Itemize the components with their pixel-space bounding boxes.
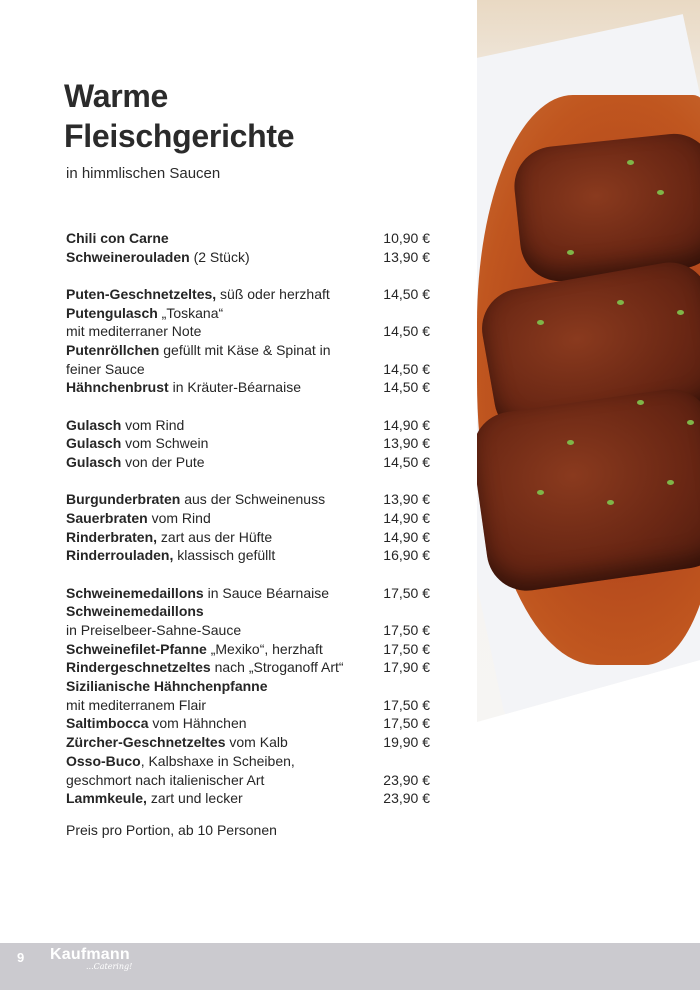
parsley (677, 310, 684, 315)
menu-item-line (66, 733, 430, 752)
dish-detail: zart und lecker (146, 790, 243, 807)
dish-price: 17,50 € (383, 715, 430, 732)
parsley (567, 250, 574, 255)
menu-item-line (66, 789, 430, 808)
menu-item-line (66, 621, 430, 640)
dish-description (66, 677, 268, 696)
dish-price: 14,50 € (383, 454, 430, 471)
dish-detail: geschmort nach italienischer Art (66, 771, 265, 788)
menu-item-line (66, 434, 430, 453)
menu-item (66, 509, 430, 528)
dish-price: 14,90 € (383, 528, 430, 545)
menu-item-line (66, 752, 430, 771)
dish-description (66, 771, 264, 790)
menu-group (66, 584, 430, 808)
menu-group (66, 229, 430, 266)
dish-name: Rinderbraten, (66, 528, 158, 545)
menu-item-line (66, 528, 430, 547)
menu-item (66, 453, 430, 472)
menu-item (66, 434, 430, 453)
menu-item-line (66, 546, 430, 565)
page-number: 9 (17, 950, 25, 965)
menu-item (66, 285, 430, 304)
menu-item-line (66, 677, 430, 696)
dish-description (66, 304, 223, 323)
dish-name: Schweinerouladen (66, 248, 190, 265)
parsley (627, 160, 634, 165)
dish-price: 17,50 € (383, 584, 430, 601)
menu-item (66, 602, 430, 639)
dish-description (66, 714, 247, 733)
parsley (657, 190, 664, 195)
dish-price: 17,50 € (383, 696, 430, 713)
dish-detail: in Sauce Béarnaise (203, 584, 330, 601)
menu-item (66, 640, 430, 659)
dish-price: 14,50 € (383, 323, 430, 340)
menu-item-line (66, 322, 430, 341)
dish-description (66, 546, 275, 565)
menu-group (66, 416, 430, 472)
menu-item-line (66, 602, 430, 621)
dish-detail: süß oder herzhaft (216, 285, 330, 302)
parsley (617, 300, 624, 305)
menu-item-line (66, 416, 430, 435)
menu-item (66, 416, 430, 435)
dish-name: Sizilianische Hähnchenpfanne (66, 678, 268, 695)
dish-detail: vom Hähnchen (148, 715, 247, 732)
dish-description (66, 658, 344, 677)
dish-name: Zürcher-Geschnetzeltes (66, 734, 226, 751)
dish-detail: , Kalbshaxe in Scheiben, (140, 752, 295, 769)
dish-price: 23,90 € (383, 771, 430, 788)
dish-detail: in Preiselbeer-Sahne-Sauce (66, 621, 242, 638)
dish-description (66, 490, 325, 509)
dish-description (66, 341, 331, 360)
dish-name: Sauerbraten (66, 509, 148, 526)
menu-item (66, 378, 430, 397)
dish-detail: gefüllt mit Käse & Spinat in (159, 342, 331, 359)
dish-description (66, 696, 206, 715)
dish-detail: zart aus der Hüfte (157, 528, 273, 545)
dish-description (66, 621, 241, 640)
dish-detail: (2 Stück) (189, 248, 250, 265)
dish-price: 16,90 € (383, 547, 430, 564)
dish-name: Gulasch (66, 454, 122, 471)
menu-item-line (66, 714, 430, 733)
dish-name: Schweinefilet-Pfanne (66, 640, 207, 657)
price-note: Preis pro Portion, ab 10 Personen (66, 822, 277, 838)
dish-description (66, 248, 250, 267)
dish-description (66, 378, 301, 397)
dish-name: Gulasch (66, 416, 122, 433)
footer-bar (0, 943, 700, 990)
menu-list (66, 229, 430, 826)
dish-description (66, 752, 295, 771)
logo-wordmark: Kaufmann (50, 946, 130, 963)
dish-name: Putengulasch (66, 304, 158, 321)
dish-name: Puten-Geschnetzeltes, (66, 285, 217, 302)
menu-group (66, 285, 430, 397)
menu-item-line (66, 360, 430, 379)
dish-price: 17,50 € (383, 621, 430, 638)
dish-name: Rindergeschnetzeltes (66, 659, 211, 676)
dish-detail: vom Rind (147, 509, 211, 526)
parsley (537, 490, 544, 495)
dish-name: Hähnchenbrust (66, 379, 169, 396)
menu-item-line (66, 584, 430, 603)
dish-description (66, 322, 201, 341)
menu-item-line (66, 771, 430, 790)
menu-item (66, 658, 430, 677)
dish-price: 10,90 € (383, 230, 430, 246)
dish-description (66, 789, 243, 808)
menu-item-line (66, 378, 430, 397)
dish-name: Rinderrouladen, (66, 547, 174, 564)
page-subtitle: in himmlischen Saucen (66, 165, 221, 182)
menu-item (66, 546, 430, 565)
roulade (477, 384, 700, 596)
dish-detail: vom Rind (121, 416, 185, 433)
dish-detail: nach „Stroganoff Art“ (210, 659, 344, 676)
menu-item-line (66, 285, 430, 304)
dish-price: 17,50 € (383, 640, 430, 657)
dish-description (66, 360, 145, 379)
menu-item (66, 789, 430, 808)
parsley (687, 420, 694, 425)
dish-detail: feiner Sauce (66, 360, 145, 377)
page-title (64, 76, 294, 156)
brand-logo (50, 946, 132, 971)
dish-description (66, 509, 211, 528)
menu-item (66, 528, 430, 547)
dish-description (66, 640, 323, 659)
title-line-1: Warme (64, 78, 169, 114)
dish-price: 14,50 € (383, 360, 430, 377)
dish-name: Osso-Buco (66, 752, 141, 769)
menu-item (66, 733, 430, 752)
dish-description (66, 602, 204, 621)
dish-detail: „Toskana“ (157, 304, 224, 321)
dish-detail: klassisch gefüllt (173, 547, 276, 564)
menu-item-line (66, 640, 430, 659)
logo-tagline: ...Catering! (86, 962, 133, 971)
parsley (607, 500, 614, 505)
dish-price: 14,90 € (383, 509, 430, 526)
dish-name: Lammkeule, (66, 790, 147, 807)
menu-item (66, 714, 430, 733)
dish-description (66, 416, 184, 435)
dish-description (66, 434, 208, 453)
menu-group (66, 490, 430, 565)
dish-description (66, 285, 330, 304)
menu-item-line (66, 490, 430, 509)
menu-item-line (66, 304, 430, 323)
dish-price: 14,90 € (383, 416, 430, 433)
dish-detail: von der Pute (121, 454, 205, 471)
dish-name: Gulasch (66, 435, 122, 452)
dish-name: Chili con Carne (66, 230, 169, 246)
dish-name: Schweinemedaillons (66, 584, 204, 601)
menu-item-line (66, 229, 430, 248)
dish-detail: in Kräuter-Béarnaise (168, 379, 301, 396)
menu-item-line (66, 509, 430, 528)
menu-item (66, 341, 430, 378)
menu-item-line (66, 248, 430, 267)
menu-item (66, 304, 430, 341)
dish-price: 23,90 € (383, 790, 430, 807)
dish-detail: aus der Schweinenuss (180, 491, 326, 508)
title-line-2: Fleischgerichte (64, 118, 295, 154)
menu-item (66, 490, 430, 509)
food-photo (477, 0, 700, 722)
dish-description (66, 229, 169, 248)
dish-detail: vom Kalb (225, 734, 288, 751)
menu-item-line (66, 696, 430, 715)
dish-detail: mit mediterranem Flair (66, 696, 207, 713)
dish-detail: mit mediterraner Note (66, 323, 202, 340)
dish-price: 13,90 € (383, 491, 430, 508)
menu-item-line (66, 453, 430, 472)
dish-price: 14,50 € (383, 379, 430, 396)
dish-description (66, 584, 329, 603)
dish-description (66, 528, 272, 547)
dish-description (66, 453, 205, 472)
dish-detail: „Mexiko“, herzhaft (206, 640, 323, 657)
dish-detail: vom Schwein (121, 435, 209, 452)
menu-item-line (66, 341, 430, 360)
parsley (637, 400, 644, 405)
dish-name: Saltimbocca (66, 715, 149, 732)
dish-name: Schweinemedaillons (66, 603, 204, 620)
dish-description (66, 733, 288, 752)
dish-price: 14,50 € (383, 285, 430, 302)
menu-item (66, 584, 430, 603)
menu-item (66, 248, 430, 267)
parsley (567, 440, 574, 445)
dish-price: 19,90 € (383, 734, 430, 751)
dish-price: 13,90 € (383, 248, 430, 265)
dish-name: Burgunderbraten (66, 491, 181, 508)
dish-price: 13,90 € (383, 435, 430, 452)
dish-price: 17,90 € (383, 659, 430, 676)
parsley (667, 480, 674, 485)
dish-name: Putenröllchen (66, 342, 160, 359)
menu-item (66, 677, 430, 714)
menu-item (66, 229, 430, 248)
menu-item (66, 752, 430, 789)
menu-item-line (66, 658, 430, 677)
parsley (537, 320, 544, 325)
